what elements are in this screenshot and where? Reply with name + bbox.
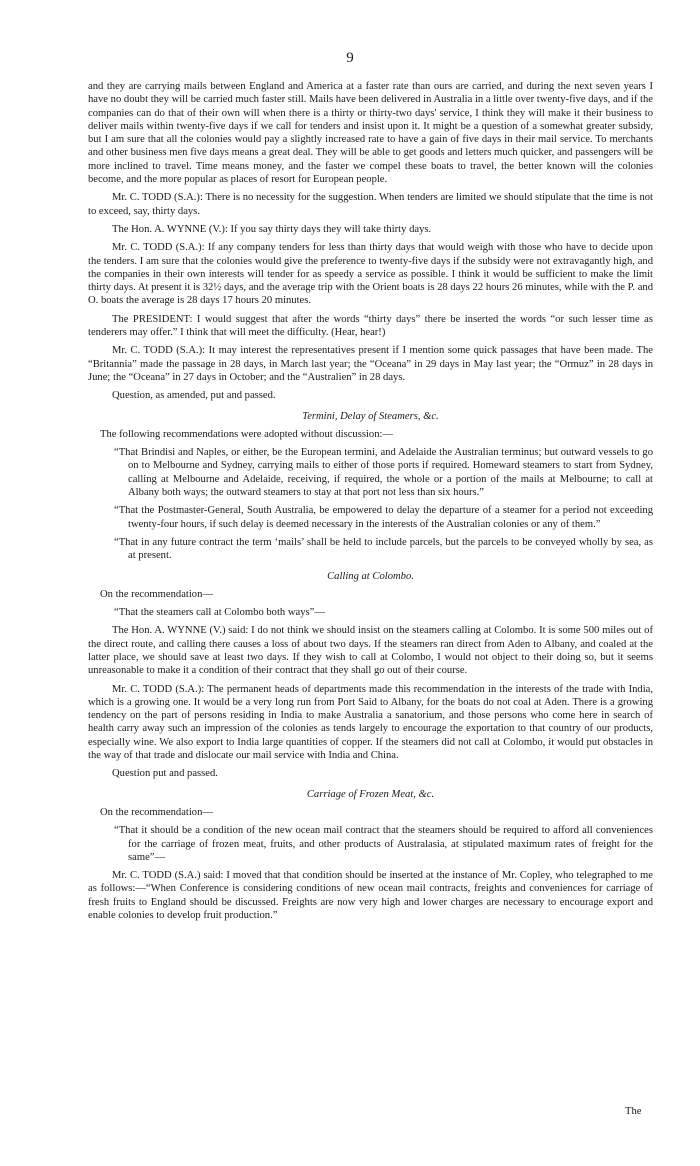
quote-postmaster-delay: “That the Postmaster-General, South Australia, be empowered to delay the departure of a steamer for a period not exceeding twenty-four hours, if such delay is deemed necessary in the interests of the Australian colonies or any of them.”: [114, 505, 653, 530]
section-heading-frozen-meat: Carriage of Frozen Meat, &c.: [306, 788, 435, 800]
quote-colombo: “That the steamers call at Colombo both ways”—: [114, 607, 325, 619]
page-body: [88, 80, 653, 927]
paragraph-wynne-2: The Hon. A. WYNNE (V.) said: I do not think we should insist on the steamers calling at Colombo. It is some 500 miles out of the direct route, and calling there causes a loss of about two days. If the steamers ran direct from Aden to Albany, and coaled at the latter place, we should save at least two days. If they wish to call at Colombo, I would not object to their doing so, but it seems unreasonable to make it a condition of their contract that they shall go out of their course.: [88, 625, 653, 677]
paragraph-recommendations-intro: The following recommendations were adopted without discussion:—: [100, 428, 394, 440]
page-number: 9: [346, 50, 354, 66]
section-heading-colombo: Calling at Colombo.: [327, 570, 414, 582]
catchword: The: [625, 1106, 642, 1117]
paragraph-on-recommendation-2: On the recommendation—: [100, 806, 213, 818]
paragraph-todd-3: Mr. C. TODD (S.A.): It may interest the representatives present if I mention some quick passages that have been made. The “Britannia” made the passage in 28 days, in March last year; the “Oceana” in 29 days in May last year; the “Ormuz” in 28 days in June; the “Oceana” in 27 days in October; and the “Australien” in 28 days.: [88, 345, 653, 383]
paragraph-todd-5: Mr. C. TODD (S.A.) said: I moved that that condition should be inserted at the instance of Mr. Copley, who telegraphed to me as follows:—“When Conference is considering conditions of new ocean mail contracts, freights and conveniences for carriage of fresh fruits to England should be discussed. Freights are now very high and lower charges are necessary to encourage export and enable colonies to develop fruit production.”: [88, 870, 653, 922]
paragraph-todd-4: Mr. C. TODD (S.A.): The permanent heads of departments made this recommendation in the interests of the trade with India, which is a growing one. It would be a very long run from Port Said to Albany, for the boats do not coal at Aden. There is a growing tendency on the part of persons residing in India to make Australia a sanatorium, and those persons who come here in search of health carry away such an impression of the colonies as tends largely to encourage the exportation to that country of our products, especially wine. We also export to India large quantities of copper. If the steamers did not call at Colombo, it would put obstacles in the way of that trade and dislocate our mail service with India and China.: [88, 683, 653, 762]
paragraph-on-recommendation-1: On the recommendation—: [100, 588, 213, 600]
quote-termini: “That Brindisi and Naples, or either, be the European termini, and Adelaide the Australian terminus; but outward vessels to go on to Melbourne and Sydney, carrying mails to either of those ports if required. Homeward steamers to start from Sydney, calling at Melbourne and Adelaide, receiving, if required, the whole or a portion of the mails at Melbourne; to call at Albany both ways; the outward steamers to stay at that port not less than six hours.”: [114, 447, 653, 499]
quote-frozen-meat: “That it should be a condition of the new ocean mail contract that the steamers should be required to afford all conveniences for the carriage of frozen meat, fruits, and other products of Australasia, at stipulated maximum rates of freight for the same”—: [114, 825, 653, 863]
paragraph-wynne-1: The Hon. A. WYNNE (V.): If you say thirty days they will take thirty days.: [112, 223, 432, 235]
paragraph-todd-1: Mr. C. TODD (S.A.): There is no necessity for the suggestion. When tenders are limited we should stipulate that the time is not to exceed, say, thirty days.: [88, 192, 653, 217]
paragraph-question-passed-1: Question, as amended, put and passed.: [112, 390, 276, 402]
paragraph-president: The PRESIDENT: I would suggest that after the words “thirty days” there be inserted the words “or such lesser time as tenderers may offer.” I think that will meet the difficulty. (Hear, hear!): [88, 313, 653, 339]
paragraph-continuation: and they are carrying mails between England and America at a faster rate than ours are carried, and during the next seven years I have no doubt they will be carried much faster still. Mails have been delivered in Australia in a little over twenty-five days, and if the companies can do that of their own will when there is a thirty or thirty-two days' service, I think they will make it their business to deliver mails within twenty-five days if we call for tenders and insist upon it. It might be a question of a somewhat greater subsidy, but I am sure that all the colonies would pay a slightly increased rate to have a gain of five days in their mail service. To merchants and other business men five days means a great deal. They will be able to get goods and letters much quicker, and passengers will be more inclined to travel. Time means money, and the faster we compel these boats to travel, the better known will the colonies become, and the more popular as places of resort for European people.: [88, 81, 653, 186]
section-heading-termini: Termini, Delay of Steamers, &c.: [302, 410, 439, 422]
paragraph-todd-2: Mr. C. TODD (S.A.): If any company tenders for less than thirty days that would weigh with those who have to decide upon the tenders. I am sure that the colonies would give the preference to twenty-five days if the subsidy were not extravagantly high, and the companies in their own interests will tender for as speedy a service as possible. I think it would be sufficient to make the limit thirty days. At present it is 32½ days, and the average trip with the Orient boats is 28 days 22 hours 26 minutes, while with the P. and O. boats the average is 28 days 17 hours 20 minutes.: [88, 242, 653, 307]
paragraph-question-passed-2: Question put and passed.: [112, 768, 218, 780]
quote-parcels: “That in any future contract the term ‘mails’ shall be held to include parcels, but the parcels to be conveyed wholly by sea, as at present.: [114, 536, 653, 562]
